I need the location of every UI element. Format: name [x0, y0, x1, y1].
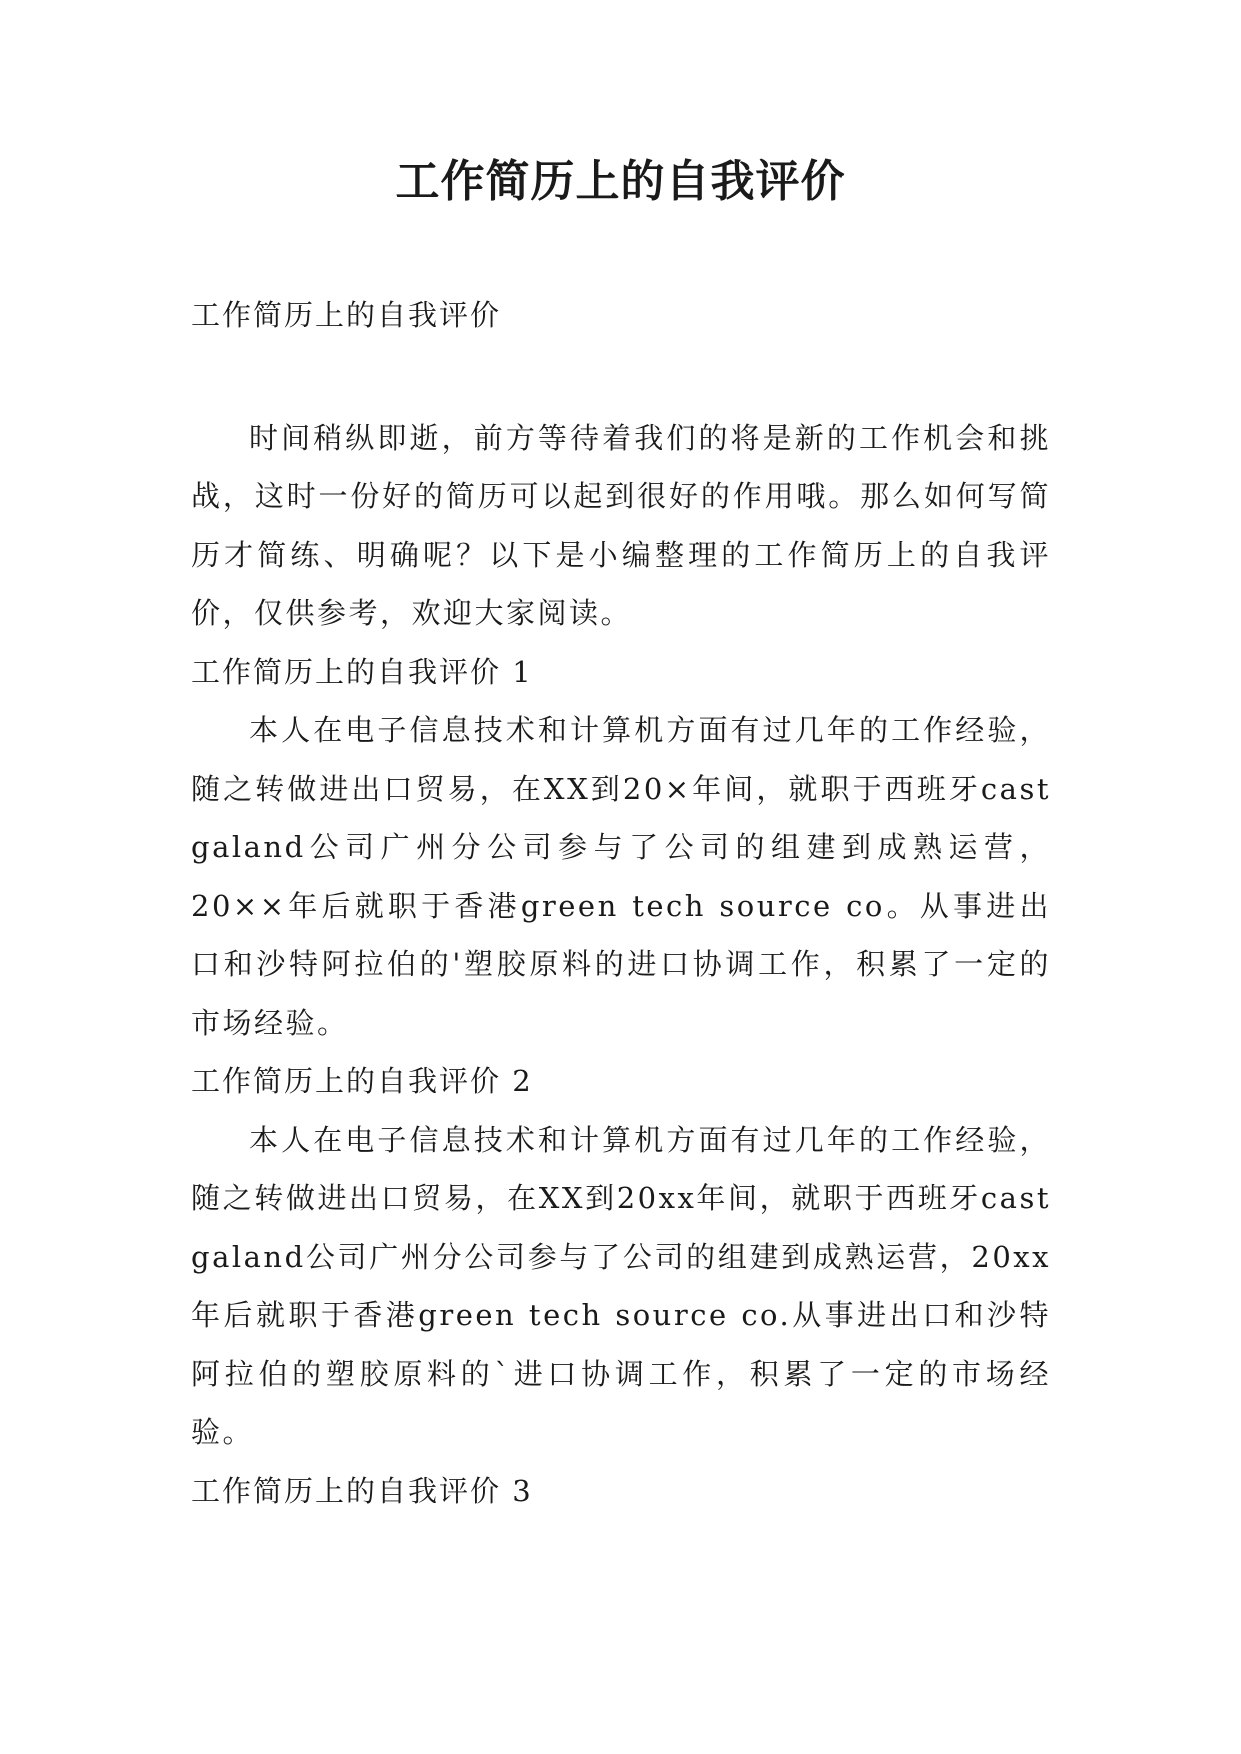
- document-content: [191, 286, 1051, 1520]
- document-title: 工作简历上的自我评价: [395, 156, 846, 207]
- intro-paragraph: 时间稍纵即逝，前方等待着我们的将是新的工作机会和挑战，这时一份好的简历可以起到很好的作用哦。那么如何写简历才简练、明确呢？以下是小编整理的工作简历上的自我评价，仅供参考，欢迎大家阅读。: [191, 420, 1051, 630]
- document-subtitle: 工作简历上的自我评价: [191, 298, 502, 332]
- section-body-2: 本人在电子信息技术和计算机方面有过几年的工作经验，随之转做进出口贸易，在XX到20xx年间，就职于西班牙cast galand公司广州分公司参与了公司的组建到成熟运营，20xx年后就职于香港green tech source co.从事进出口和沙特阿拉伯的塑胶原料的`进口协调工作，积累了一定的市场经验。: [191, 1122, 1051, 1449]
- section-heading-1: 工作简历上的自我评价 1: [191, 654, 533, 689]
- section-heading-2: 工作简历上的自我评价 2: [191, 1064, 533, 1098]
- section-body-1: 本人在电子信息技术和计算机方面有过几年的工作经验，随之转做进出口贸易，在XX到20×年间，就职于西班牙cast galand公司广州分公司参与了公司的组建到成熟运营，20××年后就职于香港green tech source co。从事进出口和沙特阿拉伯的'塑胶原料的进口协调工作，积累了一定的市场经验。: [191, 713, 1051, 1040]
- section-heading-3: 工作简历上的自我评价 3: [191, 1473, 533, 1508]
